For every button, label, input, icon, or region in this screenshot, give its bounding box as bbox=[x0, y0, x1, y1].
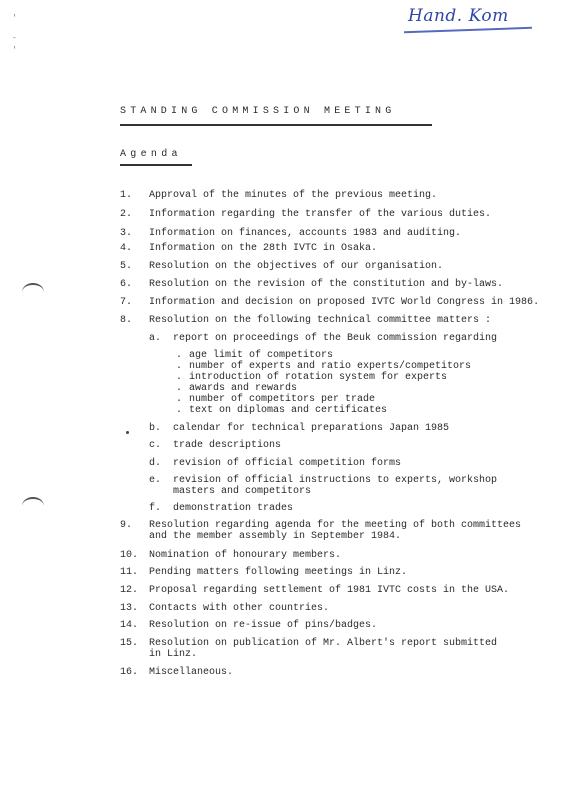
bullet-text: text on diplomas and certificates bbox=[189, 405, 388, 416]
subitem-text: revision of official instructions to experts, workshop bbox=[173, 475, 498, 486]
item-number: 14. bbox=[120, 620, 139, 631]
subitem-letter: f. bbox=[149, 503, 162, 514]
item-number: 13. bbox=[120, 603, 139, 614]
item-text: in Linz. bbox=[149, 649, 198, 660]
bullet-text: introduction of rotation system for experts bbox=[189, 372, 448, 383]
item-text: Resolution on the following technical committee matters : bbox=[149, 315, 492, 326]
item-text: Resolution on the objectives of our organisation. bbox=[149, 261, 444, 272]
item-number: 11. bbox=[120, 567, 139, 578]
item-text: Pending matters following meetings in Linz. bbox=[149, 567, 408, 578]
bullet-text: awards and rewards bbox=[189, 383, 298, 394]
item-number: 8. bbox=[120, 315, 133, 326]
subitem-letter: b. bbox=[149, 423, 162, 434]
item-text: Nomination of honourary members. bbox=[149, 550, 342, 561]
stray-dot bbox=[126, 431, 129, 434]
handwritten-underline bbox=[404, 27, 532, 33]
title-underline bbox=[120, 124, 432, 126]
bullet-marker: . bbox=[176, 405, 183, 416]
subitem-text: demonstration trades bbox=[173, 503, 294, 514]
subitem-text: revision of official competition forms bbox=[173, 458, 402, 469]
item-text: Information and decision on proposed IVTC World Congress in 1986. bbox=[149, 297, 540, 308]
bullet-text: number of experts and ratio experts/competitors bbox=[189, 361, 472, 372]
margin-mark: ' bbox=[12, 14, 17, 23]
punch-hole bbox=[22, 283, 44, 301]
item-text: Information regarding the transfer of the various duties. bbox=[149, 209, 492, 220]
item-number: 12. bbox=[120, 585, 139, 596]
item-number: 16. bbox=[120, 667, 139, 678]
item-number: 15. bbox=[120, 638, 139, 649]
item-number: 2. bbox=[120, 209, 133, 220]
handwritten-note: Hand. Kom bbox=[408, 6, 509, 26]
bullet-text: age limit of competitors bbox=[189, 350, 334, 361]
margin-mark: - bbox=[12, 34, 17, 43]
bullet-marker: . bbox=[176, 350, 183, 361]
subitem-text: masters and competitors bbox=[173, 486, 312, 497]
item-number: 6. bbox=[120, 279, 133, 290]
item-text: Resolution on re-issue of pins/badges. bbox=[149, 620, 378, 631]
subitem-text: trade descriptions bbox=[173, 440, 282, 451]
item-text: Approval of the minutes of the previous meeting. bbox=[149, 190, 438, 201]
item-number: 10. bbox=[120, 550, 139, 561]
page-title: STANDING COMMISSION MEETING bbox=[120, 106, 396, 117]
bullet-marker: . bbox=[176, 361, 183, 372]
bullet-marker: . bbox=[176, 383, 183, 394]
subitem-text: report on proceedings of the Beuk commission regarding bbox=[173, 333, 498, 344]
item-number: 5. bbox=[120, 261, 133, 272]
item-number: 1. bbox=[120, 190, 133, 201]
margin-mark: ' bbox=[12, 46, 17, 55]
subitem-letter: e. bbox=[149, 475, 162, 486]
agenda-heading: Agenda bbox=[120, 149, 182, 160]
item-text: Information on the 28th IVTC in Osaka. bbox=[149, 243, 378, 254]
subitem-letter: c. bbox=[149, 440, 162, 451]
item-text: Proposal regarding settlement of 1981 IVTC costs in the USA. bbox=[149, 585, 510, 596]
item-text: Miscellaneous. bbox=[149, 667, 234, 678]
agenda-underline bbox=[120, 164, 192, 166]
bullet-text: number of competitors per trade bbox=[189, 394, 376, 405]
item-text: Resolution regarding agenda for the meeting of both committees bbox=[149, 520, 522, 531]
punch-hole bbox=[22, 497, 44, 515]
item-number: 3. bbox=[120, 228, 133, 239]
item-text: Contacts with other countries. bbox=[149, 603, 330, 614]
item-text: and the member assembly in September 1984. bbox=[149, 531, 402, 542]
item-text: Resolution on the revision of the constitution and by-laws. bbox=[149, 279, 504, 290]
subitem-letter: a. bbox=[149, 333, 162, 344]
item-number: 7. bbox=[120, 297, 133, 308]
item-text: Information on finances, accounts 1983 and auditing. bbox=[149, 228, 462, 239]
subitem-letter: d. bbox=[149, 458, 162, 469]
item-number: 9. bbox=[120, 520, 133, 531]
item-text: Resolution on publication of Mr. Albert's report submitted bbox=[149, 638, 498, 649]
bullet-marker: . bbox=[176, 372, 183, 383]
bullet-marker: . bbox=[176, 394, 183, 405]
subitem-text: calendar for technical preparations Japan 1985 bbox=[173, 423, 450, 434]
item-number: 4. bbox=[120, 243, 133, 254]
